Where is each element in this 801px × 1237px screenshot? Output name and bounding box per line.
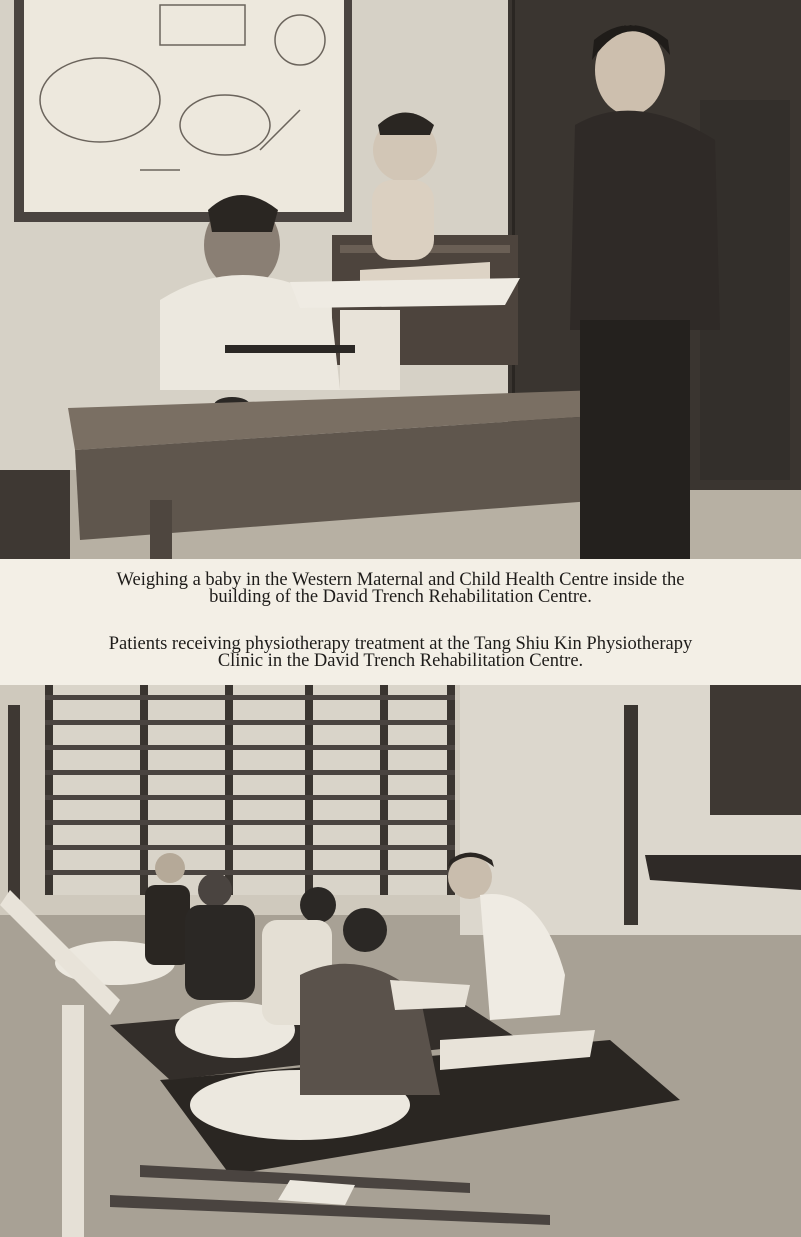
scale-tray <box>290 278 520 308</box>
caption-top-photo <box>40 572 761 606</box>
caption-top-line-2: building of the David Trench Rehabilitation Centre. <box>209 587 592 607</box>
wall-bars <box>45 685 455 895</box>
poster <box>24 0 344 212</box>
photo-physiotherapy <box>0 685 801 1237</box>
caption-bottom-photo <box>40 636 761 670</box>
caption-top-line-1: Weighing a baby in the Western Maternal and Child Health Centre inside the <box>116 570 685 590</box>
photo-baby-weighing <box>0 0 801 559</box>
caption-bottom-line-2: Clinic in the David Trench Rehabilitation Centre. <box>217 651 584 671</box>
caption-bottom-line-1: Patients receiving physiotherapy treatment at the Tang Shiu Kin Physiotherapy <box>108 634 693 654</box>
